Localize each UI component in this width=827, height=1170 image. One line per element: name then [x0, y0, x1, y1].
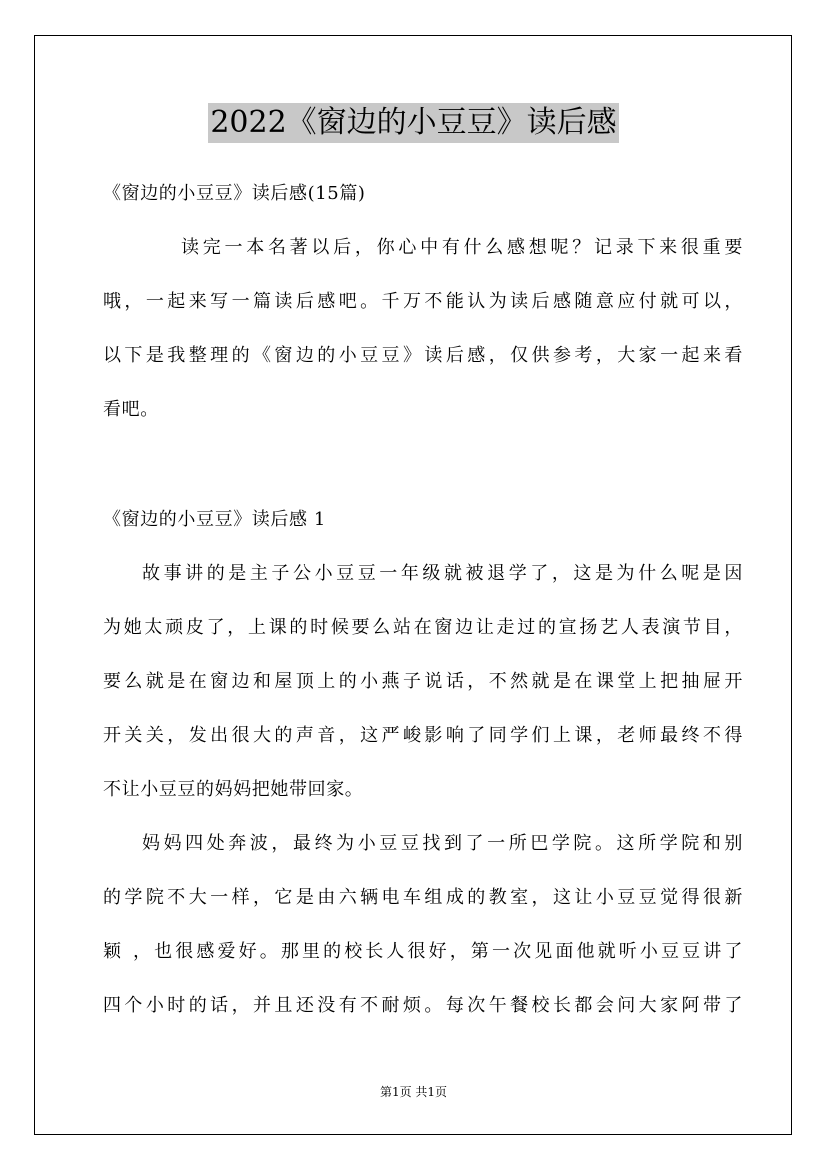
intro-line-2: 哦，一起来写一篇读后感吧。千万不能认为读后感随意应付就可以， — [103, 291, 743, 312]
document-subtitle: 《窗边的小豆豆》读后感(15篇) — [103, 183, 366, 204]
page-footer: 第1页 共1页 — [379, 1085, 448, 1099]
body-line-9: 四个小时的话，并且还没有不耐烦。每次午餐校长都会问大家阿带了 — [103, 995, 743, 1016]
document-title: 2022《窗边的小豆豆》读后感 — [208, 103, 618, 143]
section-heading: 《窗边的小豆豆》读后感 1 — [103, 509, 326, 530]
intro-line-4: 看吧。 — [103, 399, 159, 420]
body-line-2: 为她太顽皮了，上课的时候要么站在窗边让走过的宣扬艺人表演节目， — [103, 617, 743, 638]
body-line-3: 要么就是在窗边和屋顶上的小燕子说话，不然就是在课堂上把抽屉开 — [103, 671, 743, 692]
body-line-6: 妈妈四处奔波，最终为小豆豆找到了一所巴学院。这所学院和别 — [142, 833, 743, 854]
body-line-7: 的学院不大一样，它是由六辆电车组成的教室，这让小豆豆觉得很新 — [103, 887, 743, 908]
body-line-1: 故事讲的是主子公小豆豆一年级就被退学了，这是为什么呢是因 — [142, 563, 743, 584]
intro-line-1: 读完一本名著以后，你心中有什么感想呢？记录下来很重要 — [181, 237, 743, 258]
body-line-8: 颖 ，也很感爱好。那里的校长人很好，第一次见面他就听小豆豆讲了 — [103, 941, 743, 962]
body-line-5: 不让小豆豆的妈妈把她带回家。 — [103, 779, 364, 800]
body-line-4: 开关关，发出很大的声音，这严峻影响了同学们上课，老师最终不得 — [103, 725, 743, 746]
intro-line-3: 以下是我整理的《窗边的小豆豆》读后感，仅供参考，大家一起来看 — [103, 345, 743, 366]
